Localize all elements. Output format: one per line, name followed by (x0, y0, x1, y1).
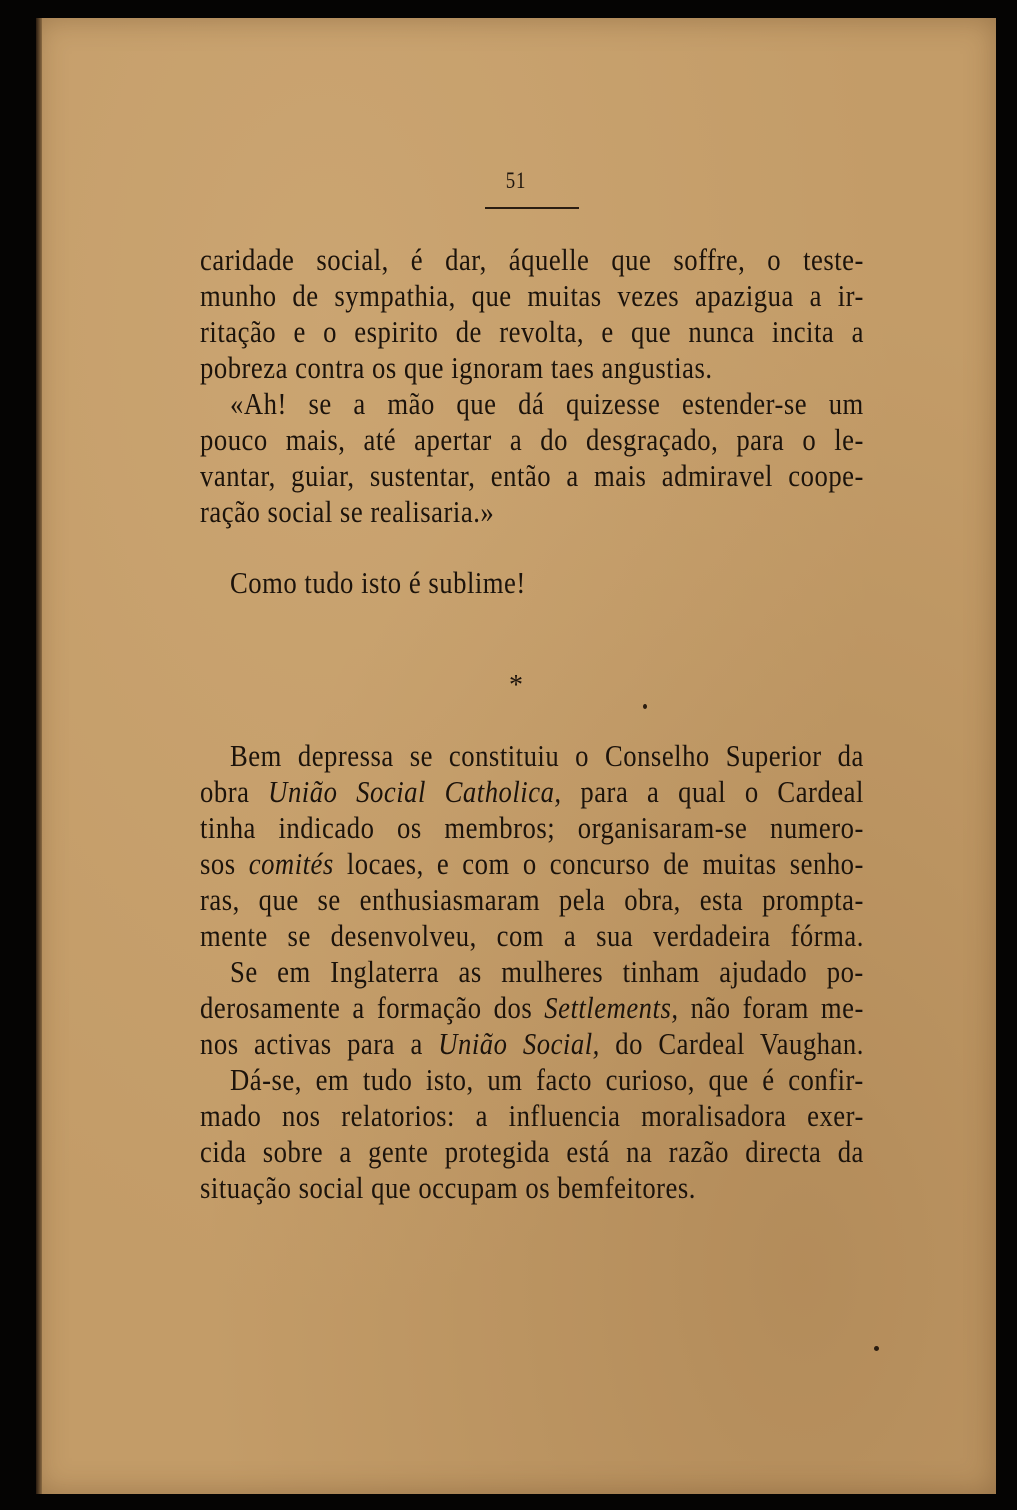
text-line: cida sobre a gente protegida está na razão directa da (200, 1134, 864, 1169)
ink-speck (874, 1346, 879, 1351)
text-line: «Ah! se a mão que dá quizesse estender-se um (230, 386, 864, 421)
text-line: tinha indicado os membros; organisaram-se numero- (200, 810, 864, 845)
text-line: ritação e o espirito de revolta, e que nunca incita a (200, 314, 864, 349)
italic-word: Settlements, (544, 990, 679, 1025)
text-line: situação social que occupam os bemfeitores. (200, 1170, 696, 1205)
section-separator: * (509, 670, 523, 701)
text-line: derosamente a formação dos Settlements, não foram me- (200, 990, 864, 1025)
text-line: Como tudo isto é sublime! (230, 565, 526, 600)
text-line: ras, que se enthusiasmaram pela obra, esta prompta- (200, 882, 864, 917)
text-line: ração social se realisaria.» (200, 494, 495, 529)
italic-title: União Social Catholica, (268, 774, 562, 809)
text-line: vantar, guiar, sustentar, então a mais admiravel coope- (200, 458, 864, 493)
text-line: obra União Social Catholica, para a qual o Cardeal (200, 774, 864, 809)
text-line: mente se desenvolveu, com a sua verdadeira fórma. (200, 918, 864, 953)
text-line: Dá-se, em tudo isto, um facto curioso, que é confir- (230, 1062, 864, 1097)
text-line: Bem depressa se constituiu o Conselho Superior da (230, 738, 864, 773)
book-page (36, 18, 996, 1494)
text-line: caridade social, é dar, áquelle que soffre, o teste- (200, 242, 864, 277)
italic-word: comités (248, 846, 334, 881)
ink-speck (643, 704, 647, 709)
text-line: pobreza contra os que ignoram taes angustias. (200, 350, 713, 385)
page-number-rule (485, 207, 579, 209)
text-line: nos activas para a União Social, do Cardeal Vaughan. (200, 1026, 864, 1061)
page-binding-edge (36, 18, 42, 1494)
text-line: Se em Inglaterra as mulheres tinham ajudado po- (230, 954, 864, 989)
italic-title: União Social, (438, 1026, 600, 1061)
text-line: munho de sympathia, que muitas vezes apazigua a ir- (200, 278, 864, 313)
text-line: pouco mais, até apertar a do desgraçado, para o le- (200, 422, 864, 457)
page-number: 51 (505, 168, 527, 193)
text-line: sos comités locaes, e com o concurso de muitas senho- (200, 846, 864, 881)
text-line: mado nos relatorios: a influencia moralisadora exer- (200, 1098, 864, 1133)
